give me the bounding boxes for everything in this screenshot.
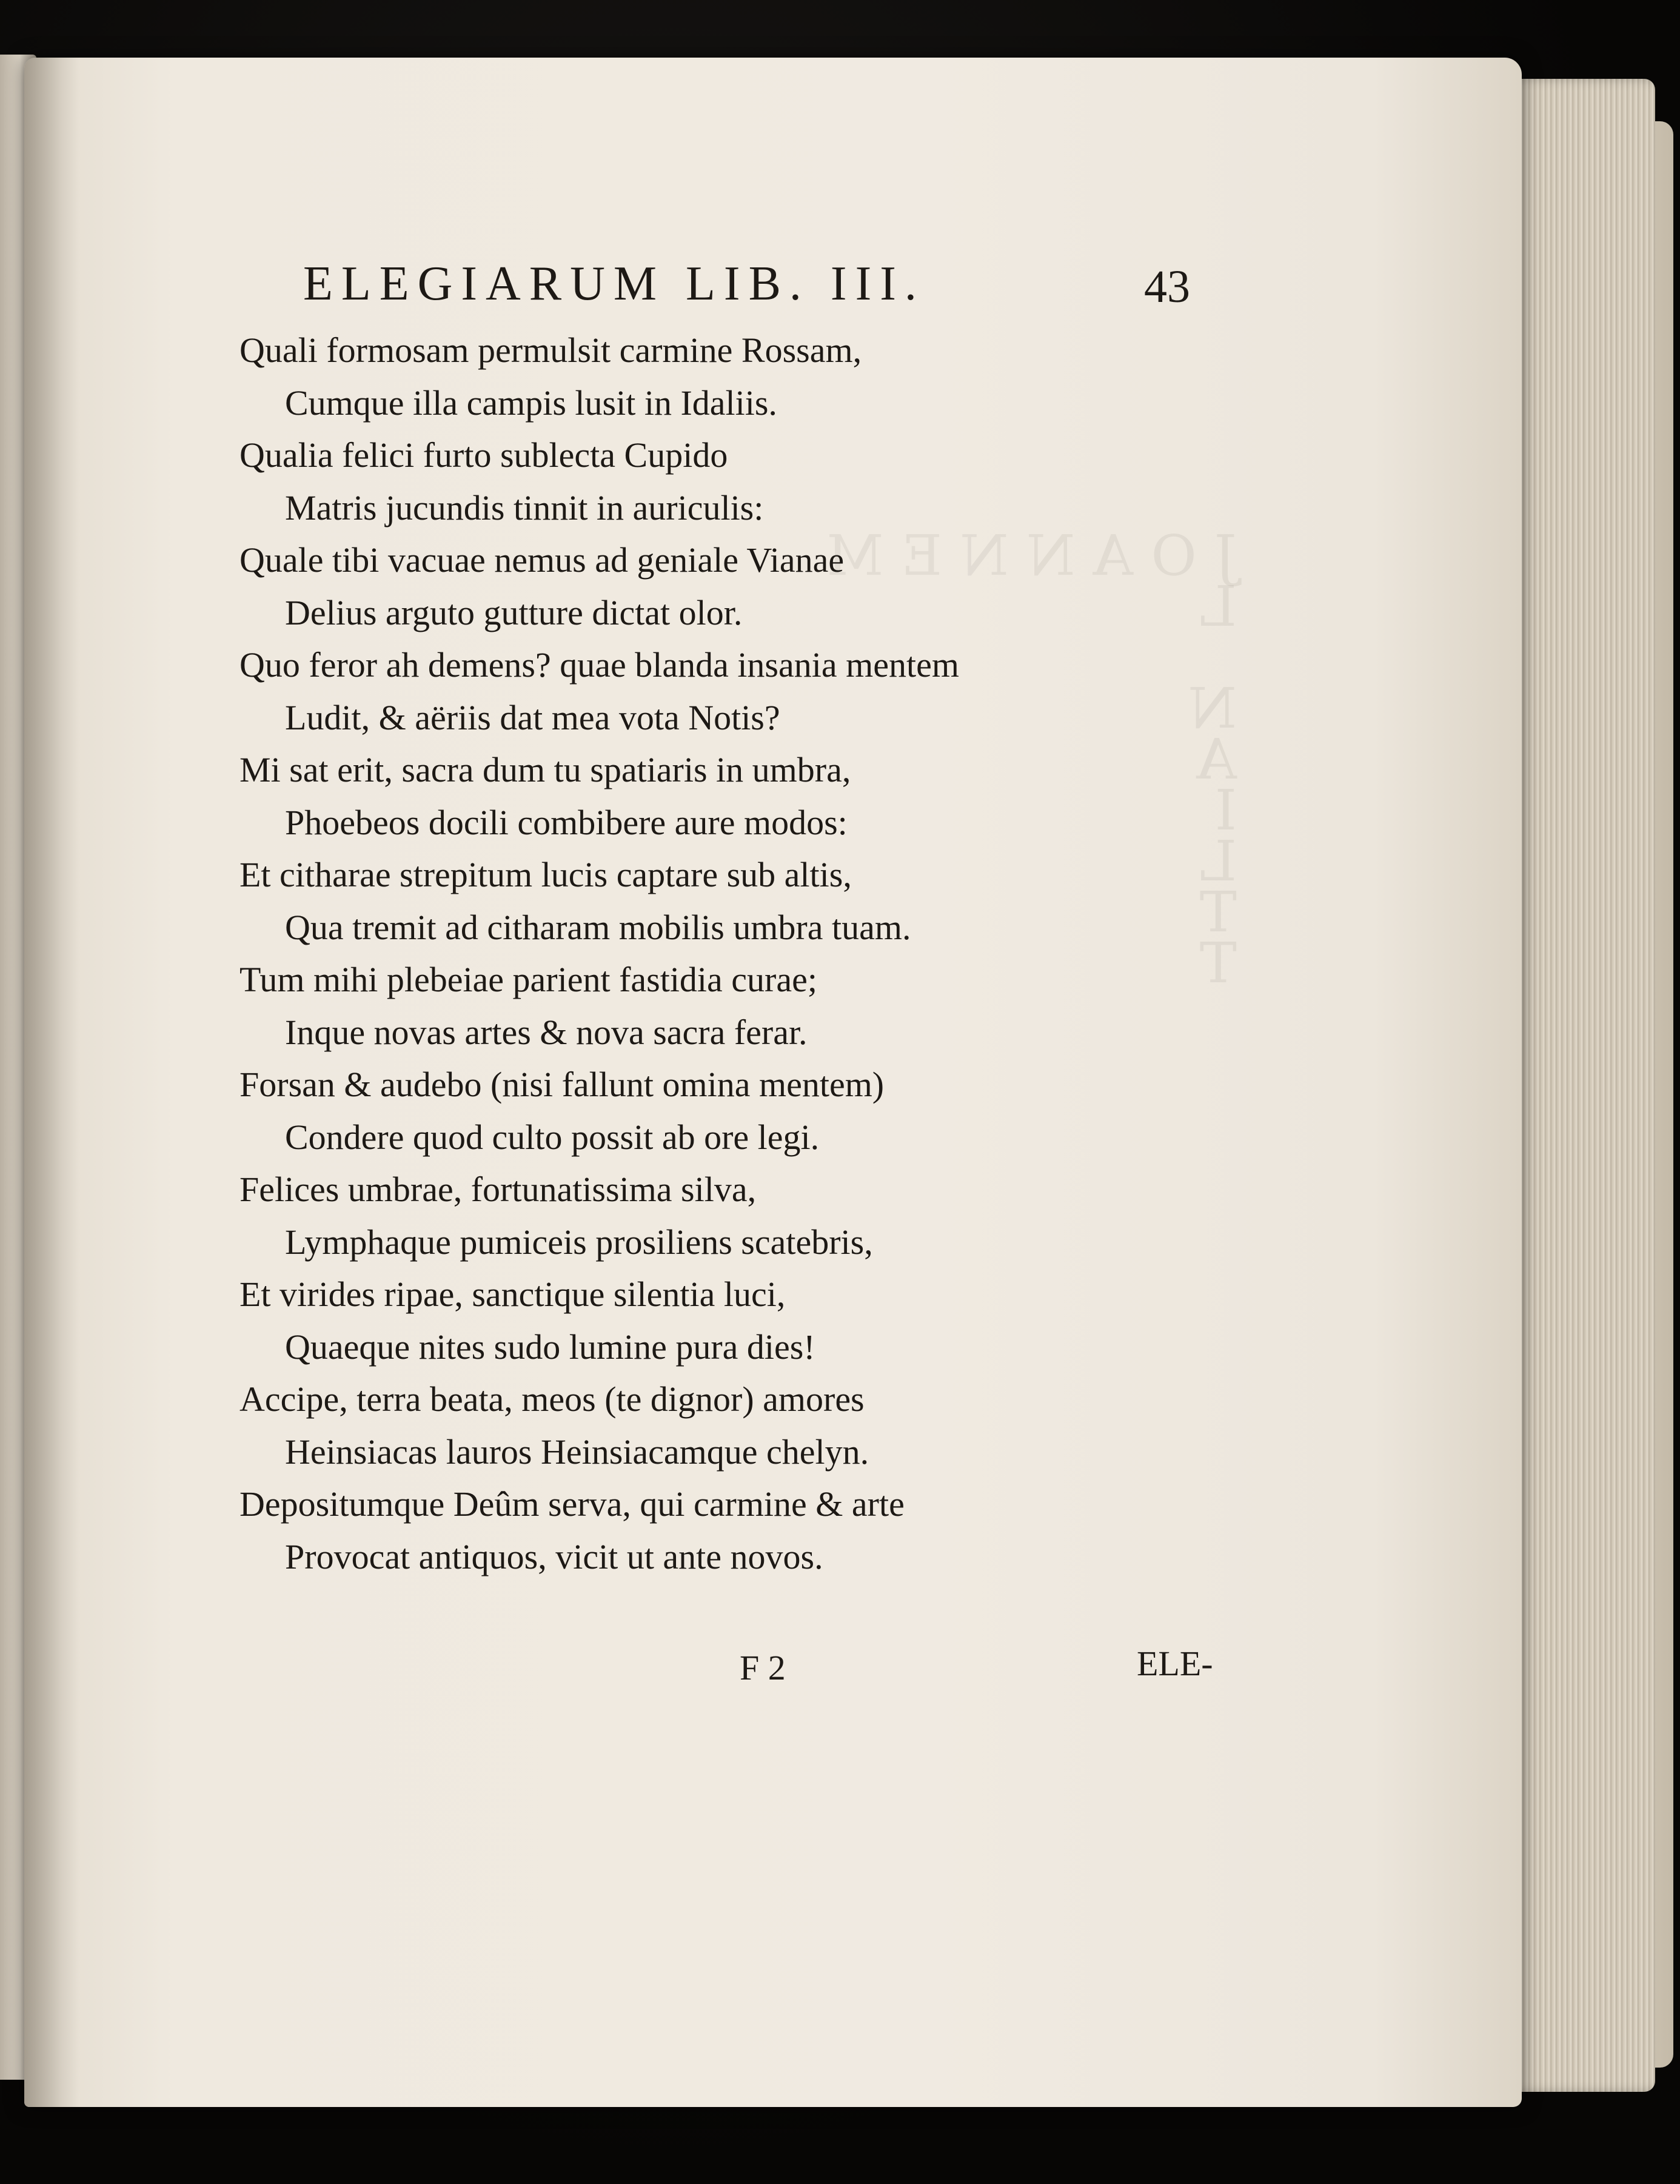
printed-text bbox=[24, 58, 1522, 2107]
verse-line: Accipe, terra beata, meos (te dignor) amores bbox=[239, 1379, 865, 1419]
verse-line: Ludit, & aëriis dat mea vota Notis? bbox=[285, 697, 780, 737]
catchword: ELE- bbox=[1137, 1644, 1213, 1683]
verse-line: Cumque illa campis lusit in Idaliis. bbox=[285, 383, 777, 423]
verse-line: Provocat antiquos, vicit ut ante novos. bbox=[285, 1536, 823, 1576]
page-number: 43 bbox=[1144, 261, 1190, 312]
verse-body bbox=[239, 324, 1422, 1583]
verse-line: Quo feror ah demens? quae blanda insania mentem bbox=[239, 645, 959, 685]
verse-line: Depositumque Deûm serva, qui carmine & arte bbox=[239, 1484, 905, 1524]
verse-line: Phoebeos docili combibere aure modos: bbox=[285, 802, 848, 842]
verse-line: Felices umbrae, fortunatissima silva, bbox=[239, 1170, 757, 1209]
verse-line: Quaeque nites sudo lumine pura dies! bbox=[285, 1327, 815, 1367]
verse-line: Quale tibi vacuae nemus ad geniale Vianae bbox=[239, 540, 845, 580]
verse-line: Condere quod culto possit ab ore legi. bbox=[285, 1117, 820, 1157]
verse-line: Lymphaque pumiceis prosiliens scatebris, bbox=[285, 1222, 873, 1262]
verse-line: Qua tremit ad citharam mobilis umbra tuam. bbox=[285, 907, 911, 947]
verse-line: Forsan & audebo (nisi fallunt omina mentem) bbox=[239, 1065, 885, 1104]
page-stack-edges bbox=[1504, 79, 1655, 2092]
book-page bbox=[24, 58, 1522, 2107]
verse-line: Matris jucundis tinnit in auriculis: bbox=[285, 487, 764, 528]
show-through-texture: J O A N N E M L N A I L T T bbox=[826, 523, 1237, 996]
verse-line: Heinsiacas lauros Heinsiacamque chelyn. bbox=[285, 1432, 869, 1472]
signature-mark: F 2 bbox=[740, 1648, 786, 1687]
verse-line: Mi sat erit, sacra dum tu spatiaris in umbra, bbox=[239, 750, 851, 789]
verse-line: Inque novas artes & nova sacra ferar. bbox=[285, 1012, 808, 1052]
verse-line: Tum mihi plebeiae parient fastidia curae; bbox=[239, 960, 817, 999]
verse-line: Qualia felici furto sublecta Cupido bbox=[239, 435, 728, 475]
running-head-title: ELEGIARUM LIB. III. bbox=[303, 257, 925, 310]
verse-line: Quali formosam permulsit carmine Rossam, bbox=[239, 330, 862, 370]
verse-line: Et citharae strepitum lucis captare sub altis, bbox=[239, 855, 852, 894]
verse-line: Et virides ripae, sanctique silentia luci, bbox=[239, 1275, 786, 1314]
verse-line: Delius arguto gutture dictat olor. bbox=[285, 592, 743, 632]
